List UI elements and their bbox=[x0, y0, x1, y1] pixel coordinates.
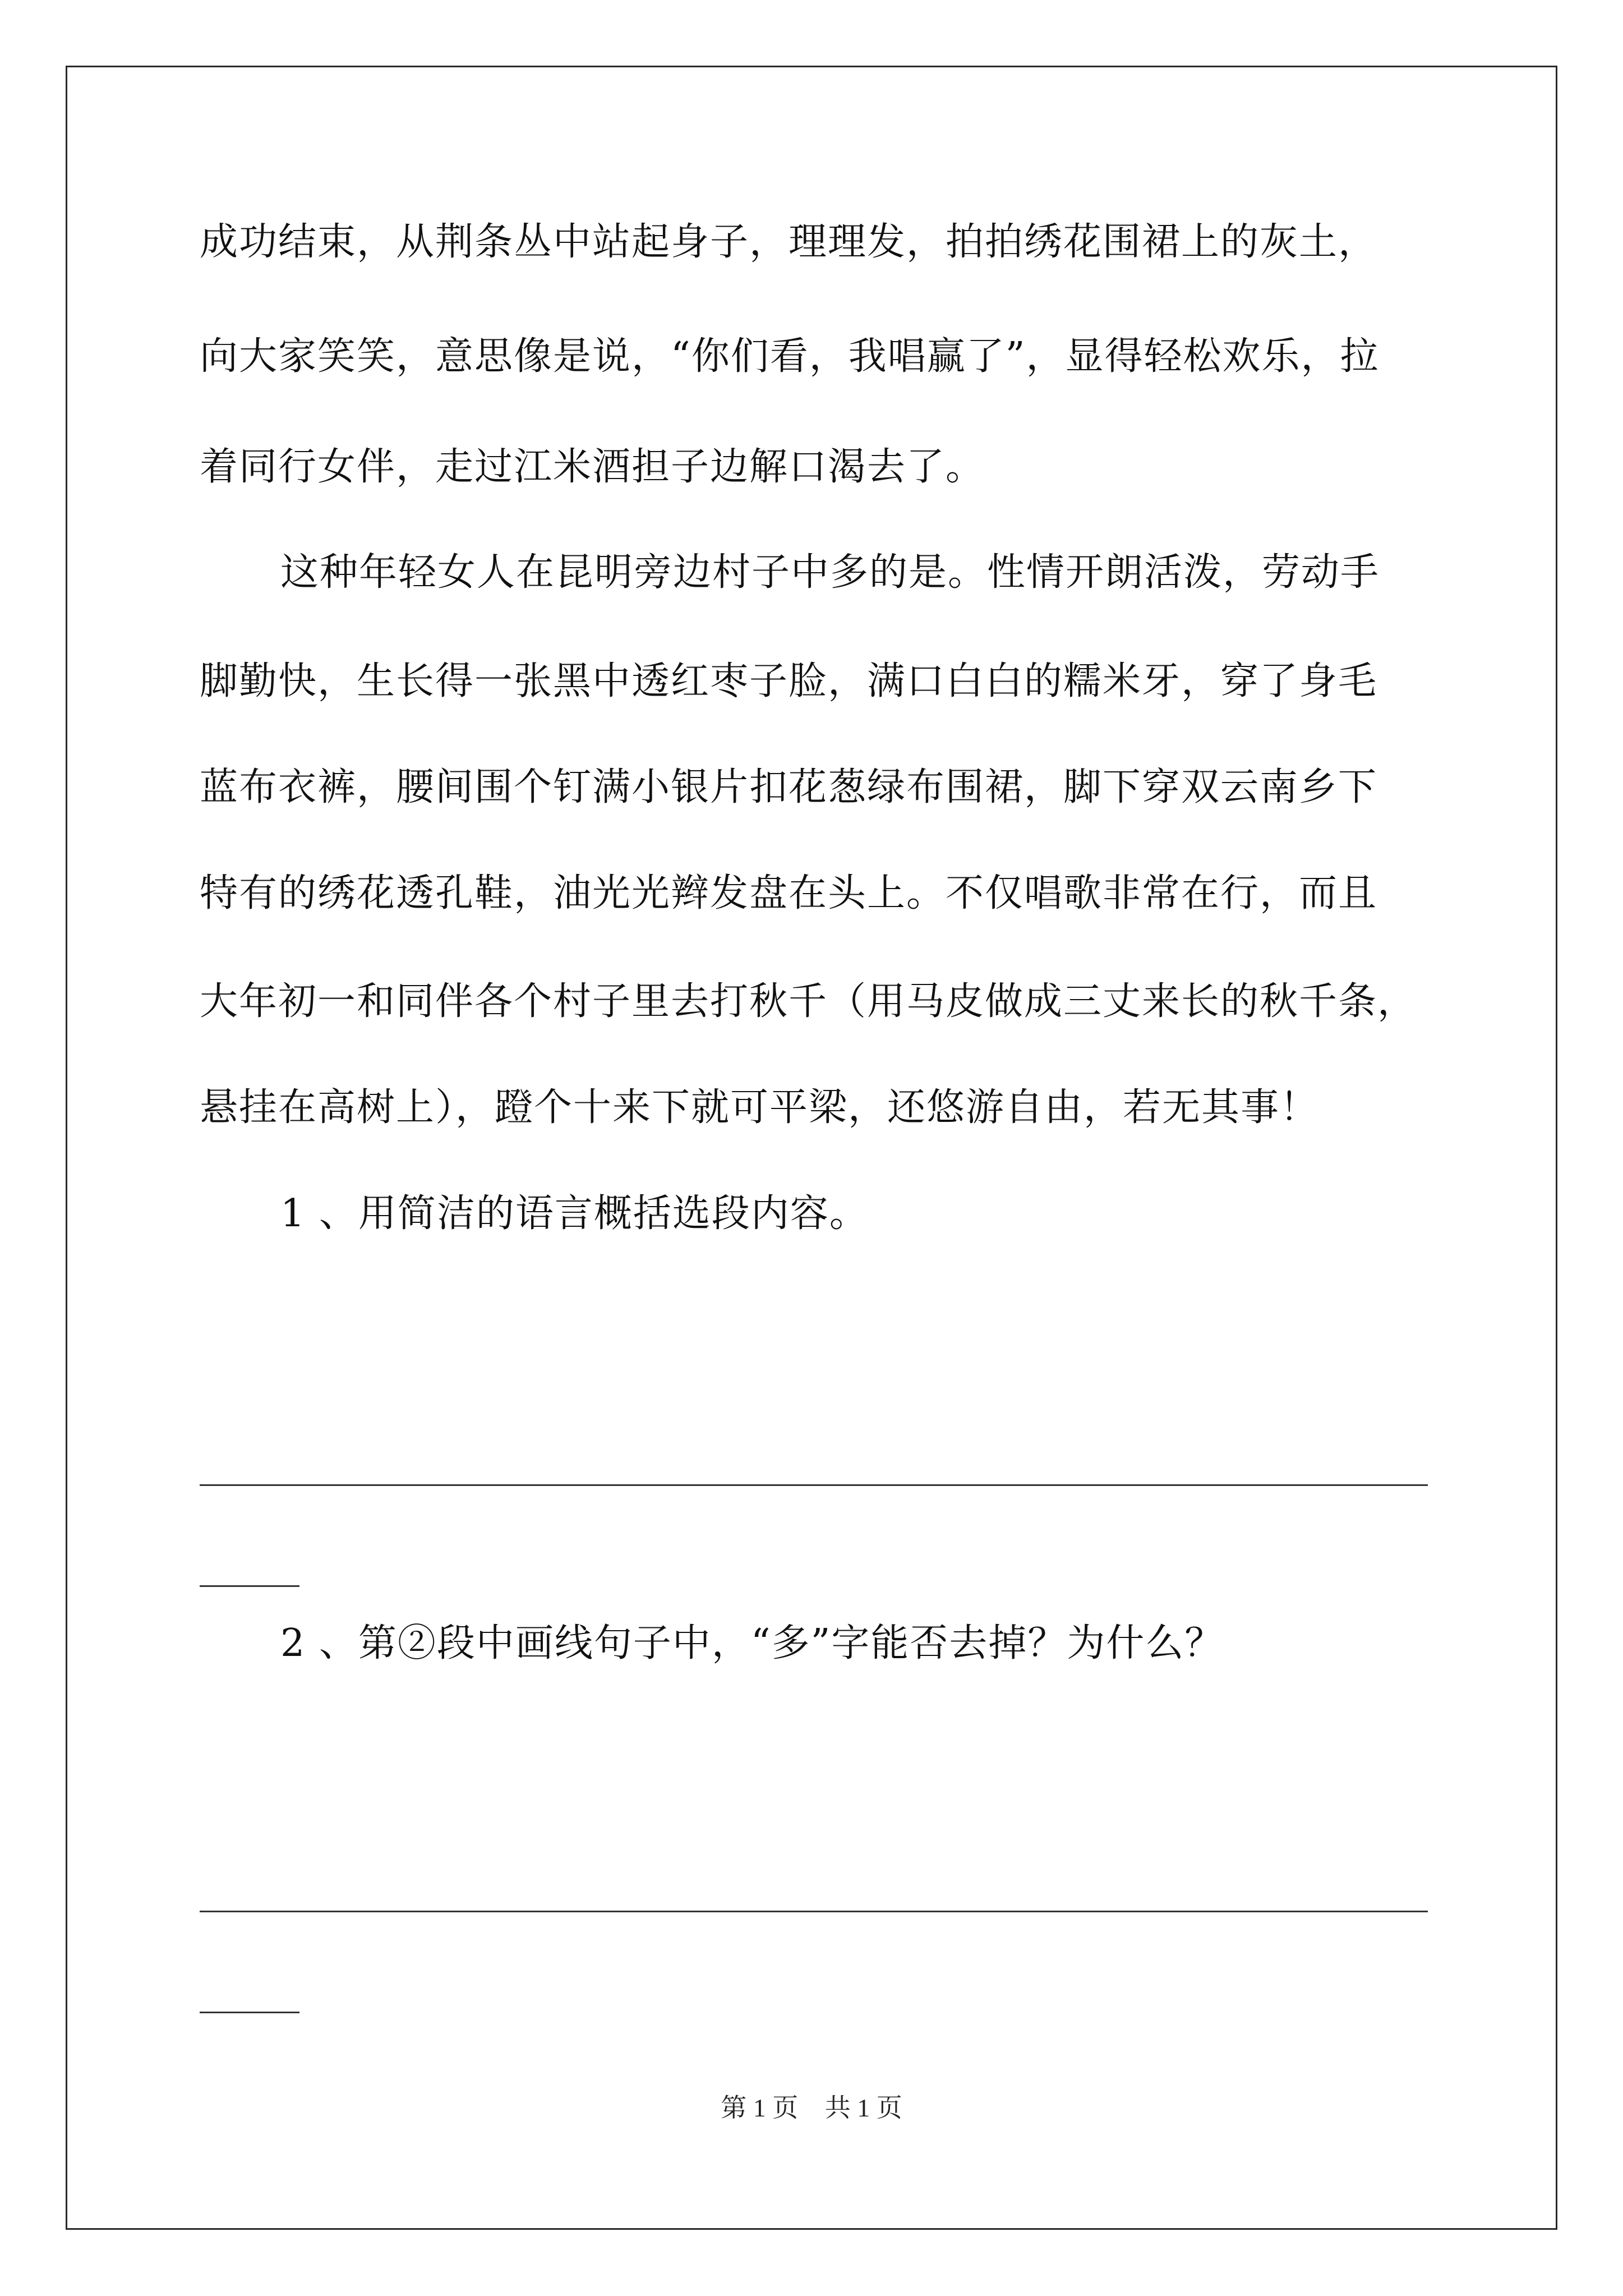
answer-line-2b[interactable] bbox=[200, 2012, 299, 2013]
question-1: 1 、用简洁的语言概括选段内容。 bbox=[280, 1191, 869, 1236]
page-frame bbox=[66, 66, 1557, 2230]
paragraph-2-line-3: 蓝布衣裤，腰间围个钉满小银片扣花葱绿布围裙，脚下穿双云南乡下 bbox=[200, 765, 1378, 809]
paragraph-1-line-1: 成功结束，从荆条丛中站起身子，理理发，拍拍绣花围裙上的灰土， bbox=[200, 220, 1378, 264]
paragraph-1-line-2: 向大家笑笑，意思像是说，“你们看，我唱赢了”，显得轻松欢乐，拉 bbox=[200, 334, 1380, 379]
answer-line-1b[interactable] bbox=[200, 1585, 299, 1587]
paragraph-2-line-1: 这种年轻女人在昆明旁边村子中多的是。性情开朗活泼，劳动手 bbox=[280, 550, 1380, 595]
page-number: 第 1 页 bbox=[721, 2093, 799, 2122]
answer-line-1a[interactable] bbox=[200, 1484, 1428, 1486]
page-footer bbox=[0, 2091, 1623, 2125]
page-total: 共 1 页 bbox=[824, 2093, 902, 2122]
question-2: 2 、第②段中画线句子中，“多”字能否去掉？为什么？ bbox=[280, 1621, 1224, 1665]
paragraph-2-line-5: 大年初一和同伴各个村子里去打秋千（用马皮做成三丈来长的秋千条， bbox=[200, 979, 1417, 1024]
paragraph-2-line-4: 特有的绣花透孔鞋，油光光辫发盘在头上。不仅唱歌非常在行，而且 bbox=[200, 871, 1378, 915]
paragraph-1-line-3: 着同行女伴，走过江米酒担子边解口渴去了。 bbox=[200, 445, 985, 489]
paragraph-2-line-6: 悬挂在高树上），蹬个十来下就可平梁，还悠游自由，若无其事！ bbox=[200, 1085, 1320, 1130]
answer-line-2a[interactable] bbox=[200, 1911, 1428, 1912]
paragraph-2-line-2: 脚勤快，生长得一张黑中透红枣子脸，满口白白的糯米牙，穿了身毛 bbox=[200, 659, 1378, 703]
